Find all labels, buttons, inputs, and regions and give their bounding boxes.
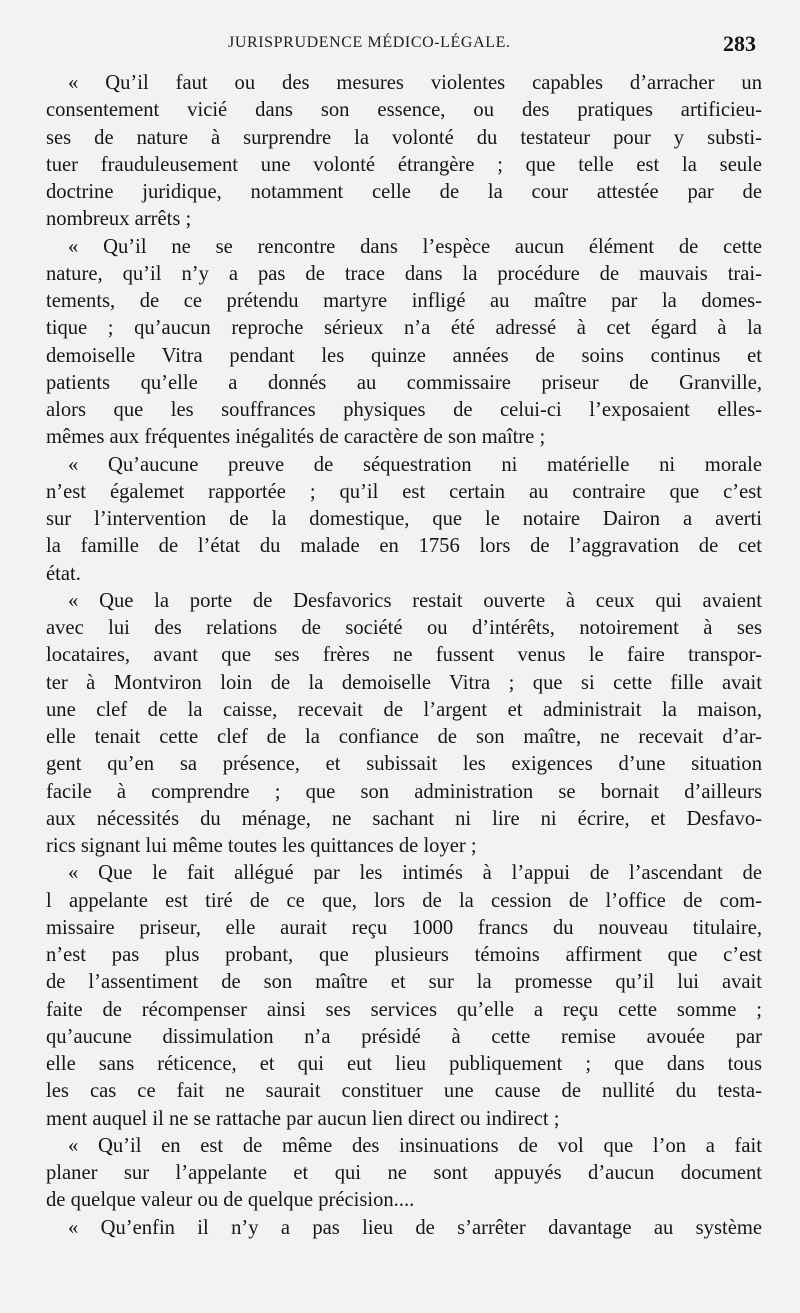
text-line: de l’assentiment de son maître et sur la promesse qu’il lui avait (46, 971, 762, 994)
page-number: 283 (723, 31, 756, 56)
text-line: demoiselle Vitra pendant les quinze années de soins continus et (46, 344, 762, 367)
text-line: facile à comprendre ; que son administration se bornait d’ailleurs (46, 780, 762, 803)
text-line: aux nécessités du ménage, ne sachant ni lire ni écrire, et Desfavo- (46, 807, 762, 830)
text-line: avec lui des relations de société ou d’intérêts, notoirement à ses (46, 617, 762, 639)
page-header (0, 31, 800, 56)
text-line: locataires, avant que ses frères ne fussent venus le faire transpor- (46, 644, 762, 667)
text-line: elle tenait cette clef de la confiance de son maître, ne recevait d’ar- (46, 726, 762, 748)
text-line: sur l’intervention de la domestique, que le notaire Dairon a averti (46, 508, 762, 530)
text-line: nature, qu’il n’y a pas de trace dans la procédure de mauvais trai- (46, 262, 762, 285)
paragraph (46, 1133, 762, 1215)
text-line: ment auquel il ne se rattache par aucun lien direct ou indirect ; (46, 1107, 560, 1130)
text-line: « Que le fait allégué par les intimés à l’appui de l’ascendant de (68, 862, 762, 885)
text-line: de quelque valeur ou de quelque précision.... (46, 1189, 415, 1212)
text-line: mêmes aux fréquentes inégalités de caractère de son maître ; (46, 426, 546, 449)
text-line: ter à Montviron loin de la demoiselle Vitra ; que si cette fille avait (46, 671, 762, 694)
text-line: « Qu’il ne se rencontre dans l’espèce aucun élément de cette (68, 235, 762, 258)
paragraph (46, 1215, 762, 1242)
text-line: elle sans réticence, et qui eut lieu publiquement ; que dans tous (46, 1053, 762, 1075)
text-line: missaire priseur, elle aurait reçu 1000 francs du nouveau titulaire, (46, 916, 762, 939)
text-line: une clef de la caisse, recevait de l’argent et administrait la maison, (46, 698, 762, 721)
paragraph (46, 588, 762, 861)
text-line: l appelante est tiré de ce que, lors de la cession de l’office de com- (46, 889, 762, 912)
text-line: « Qu’il en est de même des insinuations de vol que l’on a fait (68, 1134, 762, 1157)
body-text (46, 70, 762, 1242)
text-line: état. (46, 562, 81, 585)
paragraph (46, 70, 762, 234)
text-line: consentement vicié dans son essence, ou des pratiques artificieu- (46, 99, 762, 122)
text-line: rics signant lui même toutes les quittances de loyer ; (46, 835, 477, 857)
text-line: n’est égalemet rapportée ; qu’il est certain au contraire que c’est (46, 480, 762, 503)
text-line: qu’aucune dissimulation n’a présidé à cette remise avouée par (46, 1025, 762, 1048)
text-line: les cas ce fait ne saurait constituer une cause de nullité du testa- (46, 1080, 762, 1103)
paragraph (46, 452, 762, 588)
text-line: alors que les souffrances physiques de celui-ci l’exposaient elles- (46, 399, 762, 421)
text-line: « Qu’enfin il n’y a pas lieu de s’arrêter davantage au système (68, 1216, 762, 1239)
text-line: faite de récompenser ainsi ses services qu’elle a reçu cette somme ; (46, 998, 762, 1021)
running-head: JURISPRUDENCE MÉDICO-LÉGALE. (228, 34, 511, 51)
text-line: la famille de l’état du malade en 1756 lors de l’aggravation de cet (46, 535, 762, 558)
text-line: ses de nature à surprendre la volonté du testateur pour y substi- (46, 126, 762, 149)
text-line: doctrine juridique, notamment celle de la cour attestée par de (46, 181, 762, 203)
text-line: « Qu’il faut ou des mesures violentes capables d’arracher un (68, 72, 762, 94)
text-line: tements, de ce prétendu martyre infligé au maître par la domes- (46, 290, 762, 312)
text-line: planer sur l’appelante et qui ne sont appuyés d’aucun document (46, 1162, 762, 1184)
text-line: « Que la porte de Desfavorics restait ouverte à ceux qui avaient (68, 589, 762, 612)
text-line: n’est pas plus probant, que plusieurs témoins affirment que c’est (46, 944, 762, 966)
text-line: nombreux arrêts ; (46, 208, 192, 231)
paragraph (46, 860, 762, 1133)
text-line: tique ; qu’aucun reproche sérieux n’a été adressé à cet égard à la (46, 317, 762, 340)
text-line: « Qu’aucune preuve de séquestration ni matérielle ni morale (68, 453, 762, 476)
paragraph (46, 234, 762, 452)
text-line: gent qu’en sa présence, et subissait les exigences d’une situation (46, 753, 762, 776)
text-line: tuer frauduleusement une volonté étrangère ; que telle est la seule (46, 153, 762, 176)
text-line: patients qu’elle a donnés au commissaire priseur de Granville, (46, 371, 762, 394)
